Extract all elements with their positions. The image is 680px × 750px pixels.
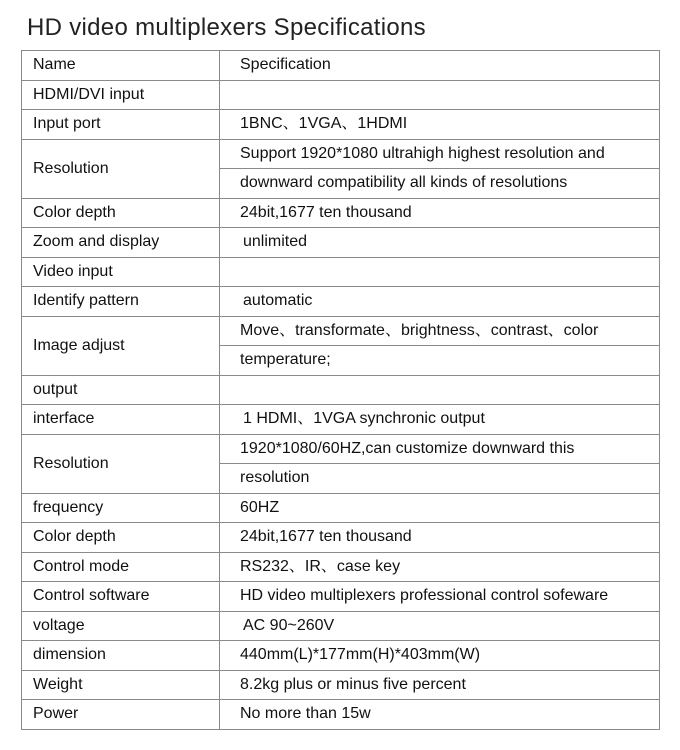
row-name-cell: output bbox=[22, 375, 220, 405]
table-row bbox=[22, 523, 660, 553]
row-spec-cell: 60HZ bbox=[220, 493, 660, 523]
row-spec-cell-line2: temperature; bbox=[220, 346, 660, 376]
row-name-cell: HDMI/DVI input bbox=[22, 80, 220, 110]
row-name-cell: interface bbox=[22, 405, 220, 435]
row-name-cell: Identify pattern bbox=[22, 287, 220, 317]
row-name-cell: frequency bbox=[22, 493, 220, 523]
row-spec-cell bbox=[220, 80, 660, 110]
table-row bbox=[22, 405, 660, 435]
row-name-cell: Zoom and display bbox=[22, 228, 220, 258]
table-row bbox=[22, 670, 660, 700]
row-name-cell: Color depth bbox=[22, 523, 220, 553]
header-spec-cell: Specification bbox=[220, 51, 660, 81]
row-name-cell: voltage bbox=[22, 611, 220, 641]
table-row bbox=[22, 228, 660, 258]
row-spec-cell: 24bit,1677 ten thousand bbox=[220, 198, 660, 228]
table-row bbox=[22, 611, 660, 641]
row-spec-cell bbox=[220, 257, 660, 287]
row-name-cell: dimension bbox=[22, 641, 220, 671]
row-name-cell: Input port bbox=[22, 110, 220, 140]
header-name-cell: Name bbox=[22, 51, 220, 81]
table-row bbox=[22, 139, 660, 169]
table-row bbox=[22, 582, 660, 612]
row-spec-cell: 440mm(L)*177mm(H)*403mm(W) bbox=[220, 641, 660, 671]
table-row bbox=[22, 375, 660, 405]
row-spec-cell: AC 90~260V bbox=[220, 611, 660, 641]
table-header-row bbox=[22, 51, 660, 81]
table-row bbox=[22, 552, 660, 582]
row-name-cell: Image adjust bbox=[22, 316, 220, 375]
row-name-cell: Video input bbox=[22, 257, 220, 287]
row-spec-cell: HD video multiplexers professional control sofeware bbox=[220, 582, 660, 612]
table-row bbox=[22, 257, 660, 287]
row-name-cell: Power bbox=[22, 700, 220, 730]
row-spec-cell: RS232、IR、case key bbox=[220, 552, 660, 582]
row-spec-cell: 1BNC、1VGA、1HDMI bbox=[220, 110, 660, 140]
row-spec-cell-line1: Move、transformate、brightness、contrast、color bbox=[220, 316, 660, 346]
row-spec-cell-line2: downward compatibility all kinds of resolutions bbox=[220, 169, 660, 199]
row-name-cell: Resolution bbox=[22, 139, 220, 198]
table-row bbox=[22, 316, 660, 346]
table-row bbox=[22, 110, 660, 140]
page-title: HD video multiplexers Specifications bbox=[27, 14, 426, 41]
table-row bbox=[22, 287, 660, 317]
row-spec-cell: automatic bbox=[220, 287, 660, 317]
row-name-cell: Control mode bbox=[22, 552, 220, 582]
table-row bbox=[22, 80, 660, 110]
row-spec-cell: unlimited bbox=[220, 228, 660, 258]
table-row bbox=[22, 198, 660, 228]
table-row bbox=[22, 493, 660, 523]
table-row bbox=[22, 641, 660, 671]
row-name-cell: Color depth bbox=[22, 198, 220, 228]
row-spec-cell-line2: resolution bbox=[220, 464, 660, 494]
row-spec-cell: 8.2kg plus or minus five percent bbox=[220, 670, 660, 700]
table-row bbox=[22, 700, 660, 730]
row-spec-cell-line1: 1920*1080/60HZ,can customize downward this bbox=[220, 434, 660, 464]
row-spec-cell: 1 HDMI、1VGA synchronic output bbox=[220, 405, 660, 435]
row-spec-cell: 24bit,1677 ten thousand bbox=[220, 523, 660, 553]
table-row bbox=[22, 434, 660, 464]
row-name-cell: Resolution bbox=[22, 434, 220, 493]
spec-table bbox=[21, 50, 660, 730]
row-name-cell: Weight bbox=[22, 670, 220, 700]
row-name-cell: Control software bbox=[22, 582, 220, 612]
row-spec-cell-line1: Support 1920*1080 ultrahigh highest resolution and bbox=[220, 139, 660, 169]
row-spec-cell: No more than 15w bbox=[220, 700, 660, 730]
row-spec-cell bbox=[220, 375, 660, 405]
